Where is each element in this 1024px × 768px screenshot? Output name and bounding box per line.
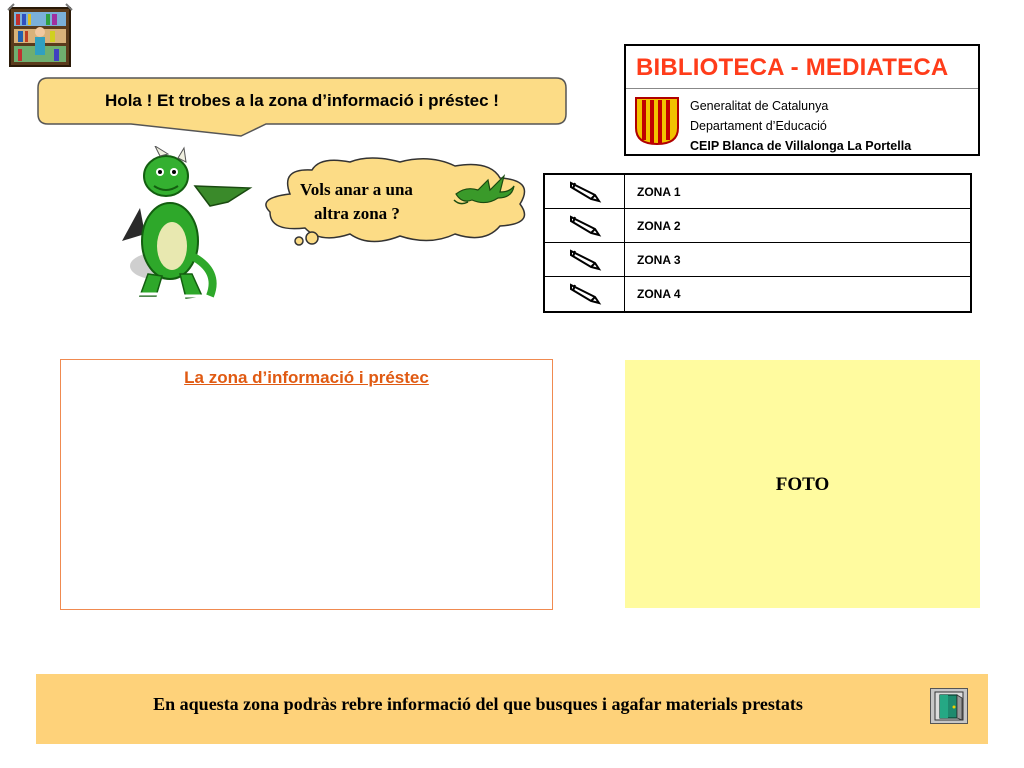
flying-dragon-icon: [452, 172, 518, 208]
exit-button[interactable]: [930, 688, 968, 724]
banner-text: En aquesta zona podràs rebre informació del que busques i agafar materials prestats: [153, 694, 803, 714]
dragon-mascot-icon: [110, 146, 260, 308]
pencil-icon: [569, 249, 603, 271]
exit-door-icon: [931, 689, 967, 723]
zone-link-1[interactable]: [545, 175, 970, 209]
cloud-line-1: Vols anar a una: [300, 180, 413, 199]
zone-label: ZONA 3: [637, 252, 681, 267]
header-line-2: Departament d’Educació: [690, 119, 827, 133]
speech-text: Hola ! Et trobes a la zona d’informació i préstec !: [105, 91, 499, 110]
pencil-icon: [569, 215, 603, 237]
generalitat-flag-icon: [634, 96, 680, 146]
bottom-banner: [36, 674, 988, 744]
zone-link-3[interactable]: [545, 243, 970, 277]
zone-link-4[interactable]: [545, 277, 970, 311]
cloud-text: [300, 178, 460, 226]
zone-table: [543, 173, 972, 313]
header-info: [690, 96, 911, 156]
header-line-3: CEIP Blanca de Villalonga La Portella: [690, 139, 912, 153]
pencil-icon: [569, 283, 603, 305]
header-box: [624, 44, 980, 156]
header-title: BIBLIOTECA - MEDIATECA: [636, 54, 949, 81]
photo-label: FOTO: [775, 474, 830, 495]
info-panel: [60, 359, 553, 610]
zone-label: ZONA 1: [637, 184, 681, 199]
cloud-line-2: altra zona ?: [314, 204, 400, 223]
header-line-1: Generalitat de Catalunya: [690, 99, 829, 113]
info-title: La zona d’informació i préstec: [184, 368, 429, 387]
pencil-icon: [569, 181, 603, 203]
photo-placeholder: [625, 360, 980, 608]
header-divider: [626, 88, 978, 89]
library-logo: [6, 2, 74, 72]
zone-link-2[interactable]: [545, 209, 970, 243]
zone-label: ZONA 2: [637, 218, 681, 233]
zone-label: ZONA 4: [637, 287, 681, 301]
